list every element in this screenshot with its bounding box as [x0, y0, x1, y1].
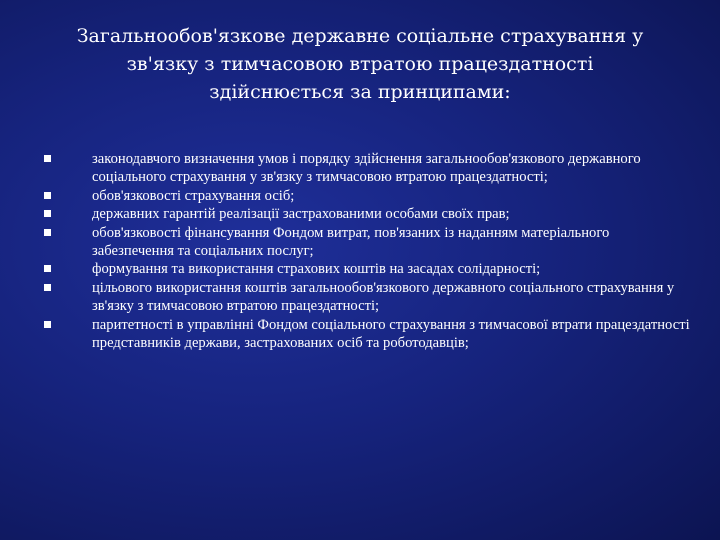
principles-list [44, 150, 694, 352]
square-bullet-icon [44, 155, 51, 162]
list-item-text: формування та використання страхових коштів на засадах солідарності; [92, 261, 541, 278]
list-item [44, 150, 694, 187]
list-item [44, 205, 694, 223]
list-item-text: цільового використання коштів загальнообов'язкового державного соціального страхування у зв'язку з тимчасовою втратою працездатності; [92, 279, 675, 315]
list-item [44, 279, 694, 316]
list-item [44, 260, 694, 278]
square-bullet-icon [44, 229, 51, 236]
square-bullet-icon [44, 192, 51, 199]
slide-title [40, 22, 680, 106]
square-bullet-icon [44, 321, 51, 328]
list-item-text: обов'язковості страхування осіб; [92, 187, 295, 204]
slide-title-line: зв'язку з тимчасовою втратою працездатності [126, 53, 594, 75]
square-bullet-icon [44, 284, 51, 291]
list-item [44, 224, 694, 261]
list-item-text: обов'язковості фінансування Фондом витрат, пов'язаних із наданням матеріального забезпечення та соціальних послуг; [92, 224, 610, 260]
list-item-text: державних гарантій реалізації застрахованими особами своїх прав; [92, 206, 510, 223]
square-bullet-icon [44, 210, 51, 217]
slide-title-line: здійснюється за принципами: [209, 81, 511, 103]
list-item-text: законодавчого визначення умов і порядку здійснення загальнообов'язкового державного соціального страхування у зв'язку з тимчасовою втратою працездатності; [92, 151, 641, 186]
slide-title-line: Загальнообов'язкове державне соціальне страхування у [76, 25, 644, 47]
square-bullet-icon [44, 265, 51, 272]
list-item [44, 187, 694, 205]
list-item [44, 316, 694, 353]
list-item-text: паритетності в управлінні Фондом соціального страхування з тимчасової втрати працездатності представників держави, застрахованих осіб та роботодавців; [92, 316, 690, 352]
